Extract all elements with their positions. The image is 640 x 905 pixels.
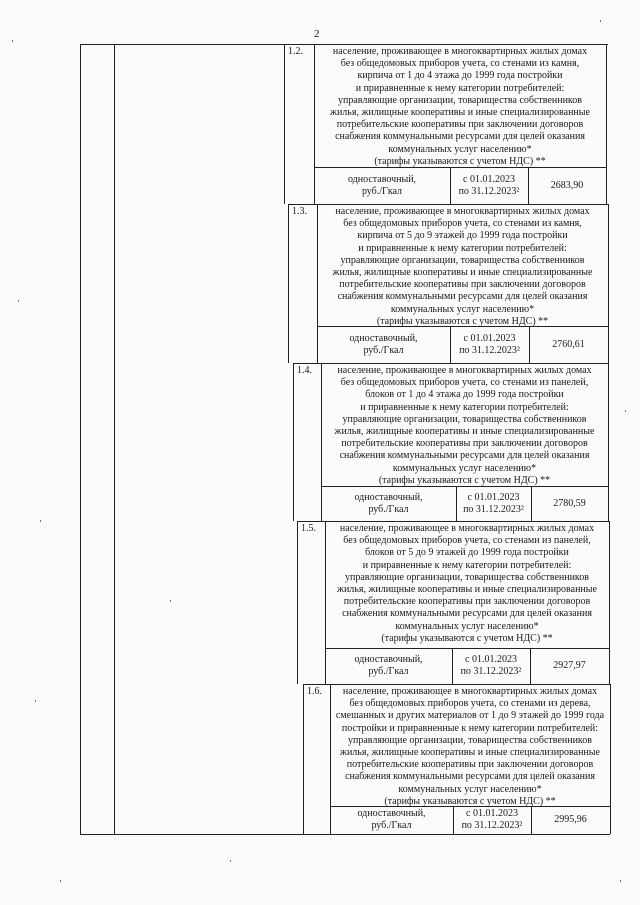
rate-type-cell bbox=[330, 806, 453, 834]
row-description bbox=[332, 686, 608, 808]
row-number: 1.6. bbox=[307, 686, 322, 697]
rate-type-text: руб./Гкал bbox=[368, 666, 409, 677]
row-description bbox=[316, 46, 604, 168]
tariff-value: 2927,97 bbox=[553, 660, 586, 671]
description-line: коммунальных услуг населению* bbox=[388, 143, 532, 155]
description-line: потребительские кооперативы при заключении договоров bbox=[343, 596, 591, 608]
description-line: без общедомовых приборов учета, со стенами из камня, bbox=[340, 58, 580, 70]
rate-type-text: одноставочный, bbox=[349, 332, 418, 344]
scan-speck bbox=[60, 880, 61, 882]
rate-type-text: одноставочный, bbox=[357, 808, 426, 819]
row-number-border-left bbox=[293, 363, 294, 521]
description-line: население, проживающее в многоквартирных жилых домах bbox=[339, 523, 595, 534]
description-line: население, проживающее в многоквартирных жилых домах bbox=[342, 686, 598, 697]
description-line: управляющие организации, товарищества собственников bbox=[347, 734, 593, 746]
description-line: население, проживающее в многоквартирных жилых домах bbox=[335, 206, 590, 217]
tariff-value-cell bbox=[528, 167, 606, 204]
table-border-col2 bbox=[114, 44, 115, 834]
period-text: по 31.12.2023² bbox=[458, 185, 520, 197]
description-line: коммунальных услуг населению* bbox=[395, 620, 539, 632]
description-line: без общедомовых приборов учета, со стенами из дерева, bbox=[349, 698, 591, 710]
description-line: коммунальных услуг населению* bbox=[392, 462, 537, 474]
description-line: смешанных и других материалов от 1 до 9 этажей до 1999 года bbox=[335, 710, 605, 722]
row-number: 1.3. bbox=[292, 206, 307, 217]
description-line: (тарифы указываются с учетом НДС) ** bbox=[381, 632, 553, 644]
rate-type-text: одноставочный, bbox=[347, 173, 417, 185]
period-text: с 01.01.2023 bbox=[463, 332, 516, 344]
period-text: по 31.12.2023² bbox=[463, 503, 524, 515]
description-line: снабжения коммунальными ресурсами для целей оказания bbox=[335, 131, 585, 143]
description-line: снабжения коммунальными ресурсами для целей оказания bbox=[345, 771, 595, 783]
description-line: население, проживающее в многоквартирных жилых домах bbox=[332, 46, 588, 57]
description-line: жилья, жилищные кооперативы и иные специализированные bbox=[337, 584, 597, 596]
tariff-value-cell bbox=[531, 486, 608, 521]
period-cell bbox=[452, 648, 530, 684]
description-line: снабжения коммунальными ресурсами для целей оказания bbox=[337, 291, 588, 303]
tariff-value: 2995,96 bbox=[554, 814, 587, 825]
period-cell bbox=[450, 167, 528, 204]
description-line: население, проживающее в многоквартирных жилых домах bbox=[337, 365, 592, 376]
description-line: снабжения коммунальными ресурсами для целей оказания bbox=[342, 608, 592, 620]
scan-speck bbox=[12, 40, 13, 42]
row-number: 1.2. bbox=[288, 46, 303, 57]
scan-speck bbox=[620, 880, 621, 882]
description-line: жилья, жилищные кооперативы и иные специализированные bbox=[340, 747, 600, 759]
scan-speck bbox=[35, 700, 36, 702]
row-number-border-left bbox=[288, 204, 289, 363]
row-desc-border-right bbox=[609, 521, 610, 684]
row-number-border-left bbox=[284, 44, 285, 204]
description-line: коммунальных услуг населению* bbox=[390, 303, 535, 315]
description-line: снабжения коммунальными ресурсами для целей оказания bbox=[339, 450, 590, 462]
description-line: (тарифы указываются с учетом НДС) ** bbox=[376, 315, 549, 327]
description-line: жилья, жилищные кооперативы и иные специализированные bbox=[332, 267, 593, 279]
row-number-border-left bbox=[297, 521, 298, 684]
rate-type-cell bbox=[317, 326, 450, 363]
description-line: без общедомовых приборов учета, со стенами из камня, bbox=[343, 218, 582, 230]
row-description bbox=[323, 365, 606, 487]
description-line: жилья, жилищные кооперативы и иные специализированные bbox=[330, 107, 590, 119]
period-cell bbox=[456, 486, 531, 521]
description-line: без общедомовых приборов учета, со стенами из панелей, bbox=[343, 535, 591, 547]
rate-type-text: одноставочный, bbox=[354, 654, 423, 665]
row-border-top bbox=[288, 204, 608, 205]
rate-type-cell bbox=[321, 486, 456, 521]
rate-type-text: руб./Гкал bbox=[368, 503, 409, 515]
period-text: по 31.12.2023² bbox=[460, 666, 522, 677]
row-border-top bbox=[297, 521, 609, 522]
rate-type-cell bbox=[314, 167, 450, 204]
row-desc-border-right bbox=[608, 363, 609, 521]
description-line: постройки и приравненные к нему категории потребителей: bbox=[341, 722, 599, 734]
tariff-value-cell bbox=[529, 326, 608, 363]
row-desc-border-right bbox=[606, 44, 607, 204]
description-line: управляющие организации, товарищества собственников bbox=[344, 571, 590, 583]
table-border-bottom bbox=[80, 834, 610, 835]
row-border-top bbox=[284, 44, 606, 45]
description-line: и приравненные к нему категории потребителей: bbox=[360, 401, 569, 413]
description-line: управляющие организации, товарищества собственников bbox=[340, 254, 585, 266]
tariff-value: 2760,61 bbox=[552, 338, 585, 350]
description-line: потребительские кооперативы при заключении договоров bbox=[346, 759, 594, 771]
period-text: с 01.01.2023 bbox=[466, 808, 518, 819]
row-desc-border-right bbox=[608, 204, 609, 363]
row-border-top bbox=[303, 684, 610, 685]
description-line: потребительские кооперативы при заключении договоров bbox=[336, 119, 584, 131]
description-line: и приравненные к нему категории потребителей: bbox=[358, 242, 567, 254]
scan-speck bbox=[18, 300, 19, 302]
description-line: и приравненные к нему категории потребителей: bbox=[362, 559, 572, 571]
period-text: с 01.01.2023 bbox=[463, 173, 515, 185]
period-text: с 01.01.2023 bbox=[465, 654, 517, 665]
scan-speck bbox=[170, 600, 171, 602]
description-line: и приравненные к нему категории потребителей: bbox=[355, 82, 565, 94]
row-desc-border-right bbox=[610, 684, 611, 834]
tariff-value: 2780,59 bbox=[553, 497, 586, 509]
row-number-border-left bbox=[303, 684, 304, 834]
rate-type-text: одноставочный, bbox=[354, 491, 423, 503]
description-line: блоков от 1 до 4 этажа до 1999 года постройки bbox=[365, 389, 564, 401]
period-text: по 31.12.2023² bbox=[461, 820, 523, 831]
row-description bbox=[319, 206, 606, 328]
period-cell bbox=[450, 326, 529, 363]
description-line: управляющие организации, товарищества собственников bbox=[342, 413, 587, 425]
row-border-top bbox=[293, 363, 608, 364]
description-line: (тарифы указываются с учетом НДС) ** bbox=[384, 795, 556, 807]
scan-speck bbox=[600, 20, 601, 22]
description-line: (тарифы указываются с учетом НДС) ** bbox=[374, 155, 546, 167]
rate-type-text: руб./Гкал bbox=[363, 344, 404, 356]
description-line: потребительские кооперативы при заключении договоров bbox=[341, 438, 588, 450]
scan-speck bbox=[230, 860, 231, 862]
tariff-value-cell bbox=[530, 648, 609, 684]
rate-type-text: руб./Гкал bbox=[371, 820, 412, 831]
description-line: (тарифы указываются с учетом НДС) ** bbox=[378, 474, 551, 486]
rate-type-text: руб./Гкал bbox=[361, 185, 403, 197]
row-number: 1.5. bbox=[301, 523, 316, 534]
description-line: кирпича от 1 до 4 этажа до 1999 года постройки bbox=[357, 70, 563, 82]
scan-speck bbox=[40, 520, 41, 522]
period-text: с 01.01.2023 bbox=[467, 491, 520, 503]
row-description bbox=[327, 523, 607, 645]
tariff-value: 2683,90 bbox=[550, 179, 584, 191]
period-text: по 31.12.2023² bbox=[459, 344, 520, 356]
description-line: кирпича от 5 до 9 этажей до 1999 года постройки bbox=[357, 230, 568, 242]
period-cell bbox=[453, 806, 531, 834]
description-line: коммунальных услуг населению* bbox=[398, 783, 542, 795]
table-border-left bbox=[80, 44, 81, 834]
description-line: блоков от 5 до 9 этажей до 1999 года постройки bbox=[365, 547, 569, 559]
row-number: 1.4. bbox=[297, 365, 312, 376]
description-line: управляющие организации, товарищества собственников bbox=[337, 94, 583, 106]
page-number: 2 bbox=[314, 28, 320, 40]
description-line: жилья, жилищные кооперативы и иные специализированные bbox=[334, 426, 595, 438]
description-line: потребительские кооперативы при заключении договоров bbox=[339, 279, 586, 291]
description-line: без общедомовых приборов учета, со стенами из панелей, bbox=[340, 377, 589, 389]
scan-speck bbox=[625, 410, 626, 412]
rate-type-cell bbox=[325, 648, 452, 684]
tariff-value-cell bbox=[531, 806, 610, 834]
